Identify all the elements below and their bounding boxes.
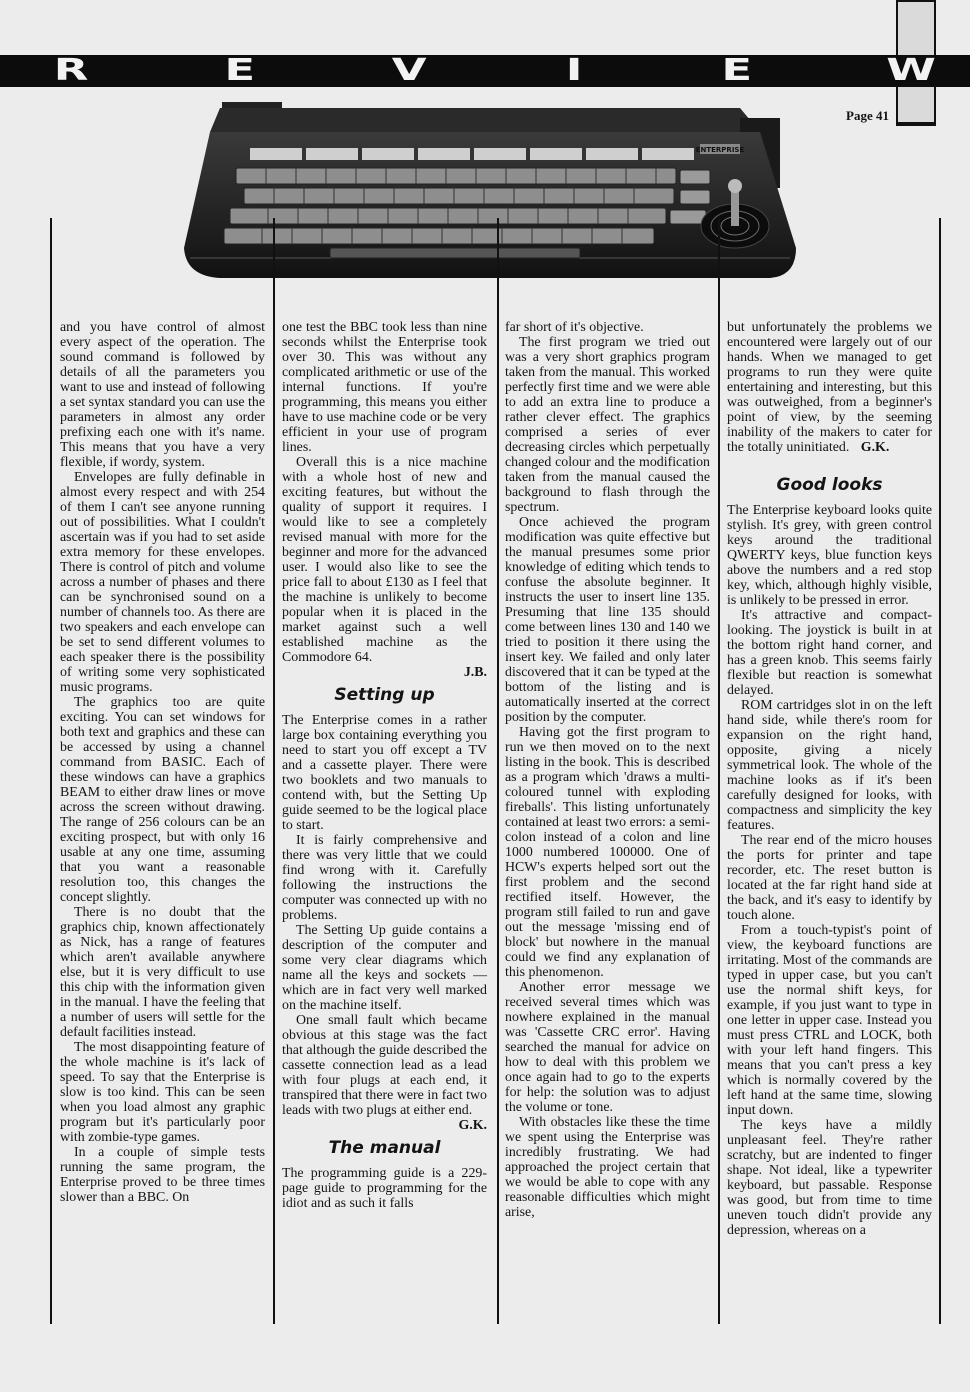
brand-label: ENTERPRISE xyxy=(695,146,745,154)
section-heading: The manual xyxy=(328,1138,441,1158)
section-heading: Setting up xyxy=(334,685,435,705)
column-rule xyxy=(273,218,275,1324)
banner-letter: E xyxy=(721,53,756,88)
paragraph: From a touch-typist's point of view, the keyboard functions are irritating. Most of the commands are typed in upper case, but you can't use the normal shift keys, for example, if you just want to type in one letter in upper case. Instead you must press CTRL and LOCK, both with your left hand fingers. This means that you can't press a key which is normally covered by the left hand at the same time, slowing input down. xyxy=(727,923,932,1118)
paragraph: The most disappointing feature of the whole machine is it's lack of speed. To say that the Enterprise is slow is too kind. This can be seen when you load almost any graphic program but it's particularly poor with zombie-type games. xyxy=(60,1040,265,1145)
column-rule xyxy=(718,218,720,1324)
paragraph: far short of it's objective. xyxy=(505,320,644,335)
paragraph: The Enterprise keyboard looks quite stylish. It's grey, with green control keys around the traditional QWERTY keys, blue function keys above the numbers and a red stop key, which, although highly visible, is unlikely to be pressed in error. xyxy=(727,503,932,608)
paragraph: ROM cartridges slot in on the left hand side, while there's room for expansion on the right hand, opposite, giving a nicely symmetrical look. The whole of the machine looks as if it's been carefully designed for looks, with compactness and simplicity the key features. xyxy=(727,698,932,833)
section-heading: Good looks xyxy=(776,475,883,495)
paragraph: The Enterprise comes in a rather large box containing everything you need to start you off except a TV and a cassette player. There were two booklets and two manuals to contend with, but the Setting Up guide seemed to be the logical place to start. xyxy=(282,713,487,833)
paragraph: Having got the first program to run we then moved on to the next listing in the book. This is described as a program which 'draws a multi-coloured tunnel with exploding fireballs'. This listing unfortunately contained at least two errors: a semi-colon instead of a colon and line 1000 numbered 100000. One of HCW's experts helped sort out the first problem and the second rectified itself. However, the program still failed to run and gave out the message 'missing end of block' but nowhere in the manual could we find any explanation of this phenomenon. xyxy=(505,725,710,980)
paragraph: One small fault which became obvious at this stage was the fact that although the guide described the cassette connection lead as a lead with four plugs at each end, it transpired that there were in fact two leads with two plugs at either end. xyxy=(282,1013,487,1118)
paragraph: The graphics too are quite exciting. You can set windows for both text and graphics and these can be accessed by using a channel command from BASIC. Each of these windows can have a graphics BEAM to either draw lines or move across the screen without drawing. The range of 256 colours can be an exciting prospect, but with only 16 usable at any one time, assuming that you want a reasonable resolution too, this changes the concept slightly. xyxy=(60,695,265,905)
paragraph: one test the BBC took less than nine seconds whilst the Enterprise took over 30. This was without any complicated arithmetic or use of the internal functions. If you're programming, this means you either have to use machine code or be very efficient in your use of program lines. xyxy=(282,320,487,455)
article-column-4 xyxy=(727,320,932,1238)
banner-letter: I xyxy=(565,53,586,88)
paragraph: and you have control of almost every aspect of the operation. The sound command is followed by details of all the parameters you want to use and instead of following a set syntax standard you can use the parameters in almost any order prefixing each one with it's name. This means that you have a very flexible, if wordy, system. xyxy=(60,320,265,470)
author-signature: G.K. xyxy=(458,1118,487,1133)
paragraph: It's attractive and compact-looking. The joystick is built in at the bottom right hand corner, and has a green knob. This seems fairly flexible but reaction is somewhat delayed. xyxy=(727,608,932,698)
paragraph: In a couple of simple tests running the same program, the Enterprise proved to be three times slower than a BBC. On xyxy=(60,1145,265,1205)
paragraph: Overall this is a nice machine with a whole host of new and exciting features, but without the quality of support it requires. I would like to see a completely revised manual with more for the beginner and more for the advanced user. I would also like to see the price fall to about £130 as I feel that the machine is unlikely to become popular when it is placed in the market against such a well established machine as the Commodore 64. xyxy=(282,455,487,665)
paragraph: Another error message we received several times which was nowhere explained in the manual was 'Cassette CRC error'. Having searched the manual for advice on how to deal with this problem we once again had to go to the experts for help: the solution was to adjust the volume or tone. xyxy=(505,980,710,1115)
column-rule xyxy=(939,218,941,1324)
author-signature: G.K. xyxy=(860,440,890,455)
column-rule xyxy=(497,218,499,1324)
paragraph: The programming guide is a 229-page guide to programming for the idiot and as such it falls xyxy=(282,1166,487,1211)
banner-letter: E xyxy=(224,53,259,88)
paragraph: The rear end of the micro houses the ports for printer and tape recorder, etc. The reset button is located at the far right hand side at the back, and it's easy to identify by touch alone. xyxy=(727,833,932,923)
page-number: Page 41 xyxy=(846,108,889,123)
paragraph: The Setting Up guide contains a description of the computer and some very clear diagrams which name all the keys and sockets — which are in fact very well marked on the machine itself. xyxy=(282,923,487,1013)
banner-letter: W xyxy=(886,53,939,88)
paragraph: With obstacles like these the time we spent using the Enterprise was incredibly frustrating. We had approached the project certain that we would be able to cope with any reasonable difficulties which might arise, xyxy=(505,1115,710,1220)
banner-letter: V xyxy=(391,53,430,88)
paragraph: It is fairly comprehensive and there was very little that we could find wrong with it. Carefully following the instructions the computer was connected up with no problems. xyxy=(282,833,487,923)
paragraph: Envelopes are fully definable in almost every respect and with 254 of them I can't see anyone running out of possibilities. What I couldn't ascertain was if you had to set aside extra memory for these envelopes. There is control of pitch and volume across a number of phases and there can be synchronised sound on a number of channels too. As there are two speakers and each envelope can be set to send different volumes to each speaker there is the possibility of writing some very sophisticated music programs. xyxy=(60,470,265,695)
article-column-3 xyxy=(505,320,710,1220)
paragraph-text: but unfortunately the problems we encountered were largely out of our hands. When we managed to get programs to run they were quite entertaining and interesting, but this was outweighed, from a beginner's point of view, by the seeming inability of the makers to cater for the totally uninitiated. xyxy=(727,320,932,455)
banner-letter: R xyxy=(53,53,92,88)
paragraph: The first program we tried out was a very short graphics program taken from the manual. This worked perfectly first time and we were able to add an extra line to produce a rather clever effect. The graphics comprised a series of ever decreasing circles which perpetually changed colour and the modification taken from the manual caused the background to flash through the spectrum. xyxy=(505,335,710,515)
paragraph: There is no doubt that the graphics chip, known affectionately as Nick, has a range of features which aren't available anywhere else, but it is very difficult to use this chip with the information given in the manual. I have the feeling that a number of users will settle for the default facilities instead. xyxy=(60,905,265,1040)
paragraph: Once achieved the program modification was quite effective but the manual presumes some prior knowledge of editing which tends to confuse the absolute beginner. It instructs the user to insert line 135. Presuming that line 135 should come between lines 130 and 140 we tried to position it there using the insert key. We failed and only later discovered that it can be typed at the bottom of the listing and is automatically inserted at the correct position by the computer. xyxy=(505,515,710,725)
article-column-2 xyxy=(282,320,487,1211)
author-signature: J.B. xyxy=(463,665,487,680)
column-rule xyxy=(50,218,52,1324)
article-column-1 xyxy=(60,320,265,1205)
paragraph xyxy=(727,320,932,455)
review-banner xyxy=(0,55,970,87)
paragraph: The keys have a mildly unpleasant feel. They're rather scratchy, but are indented to finger shape. Not ideal, like a typewriter keyboard, but passable. Response was good, but from time to time uneven touch didn't provide any depression, whereas on a xyxy=(727,1118,932,1238)
